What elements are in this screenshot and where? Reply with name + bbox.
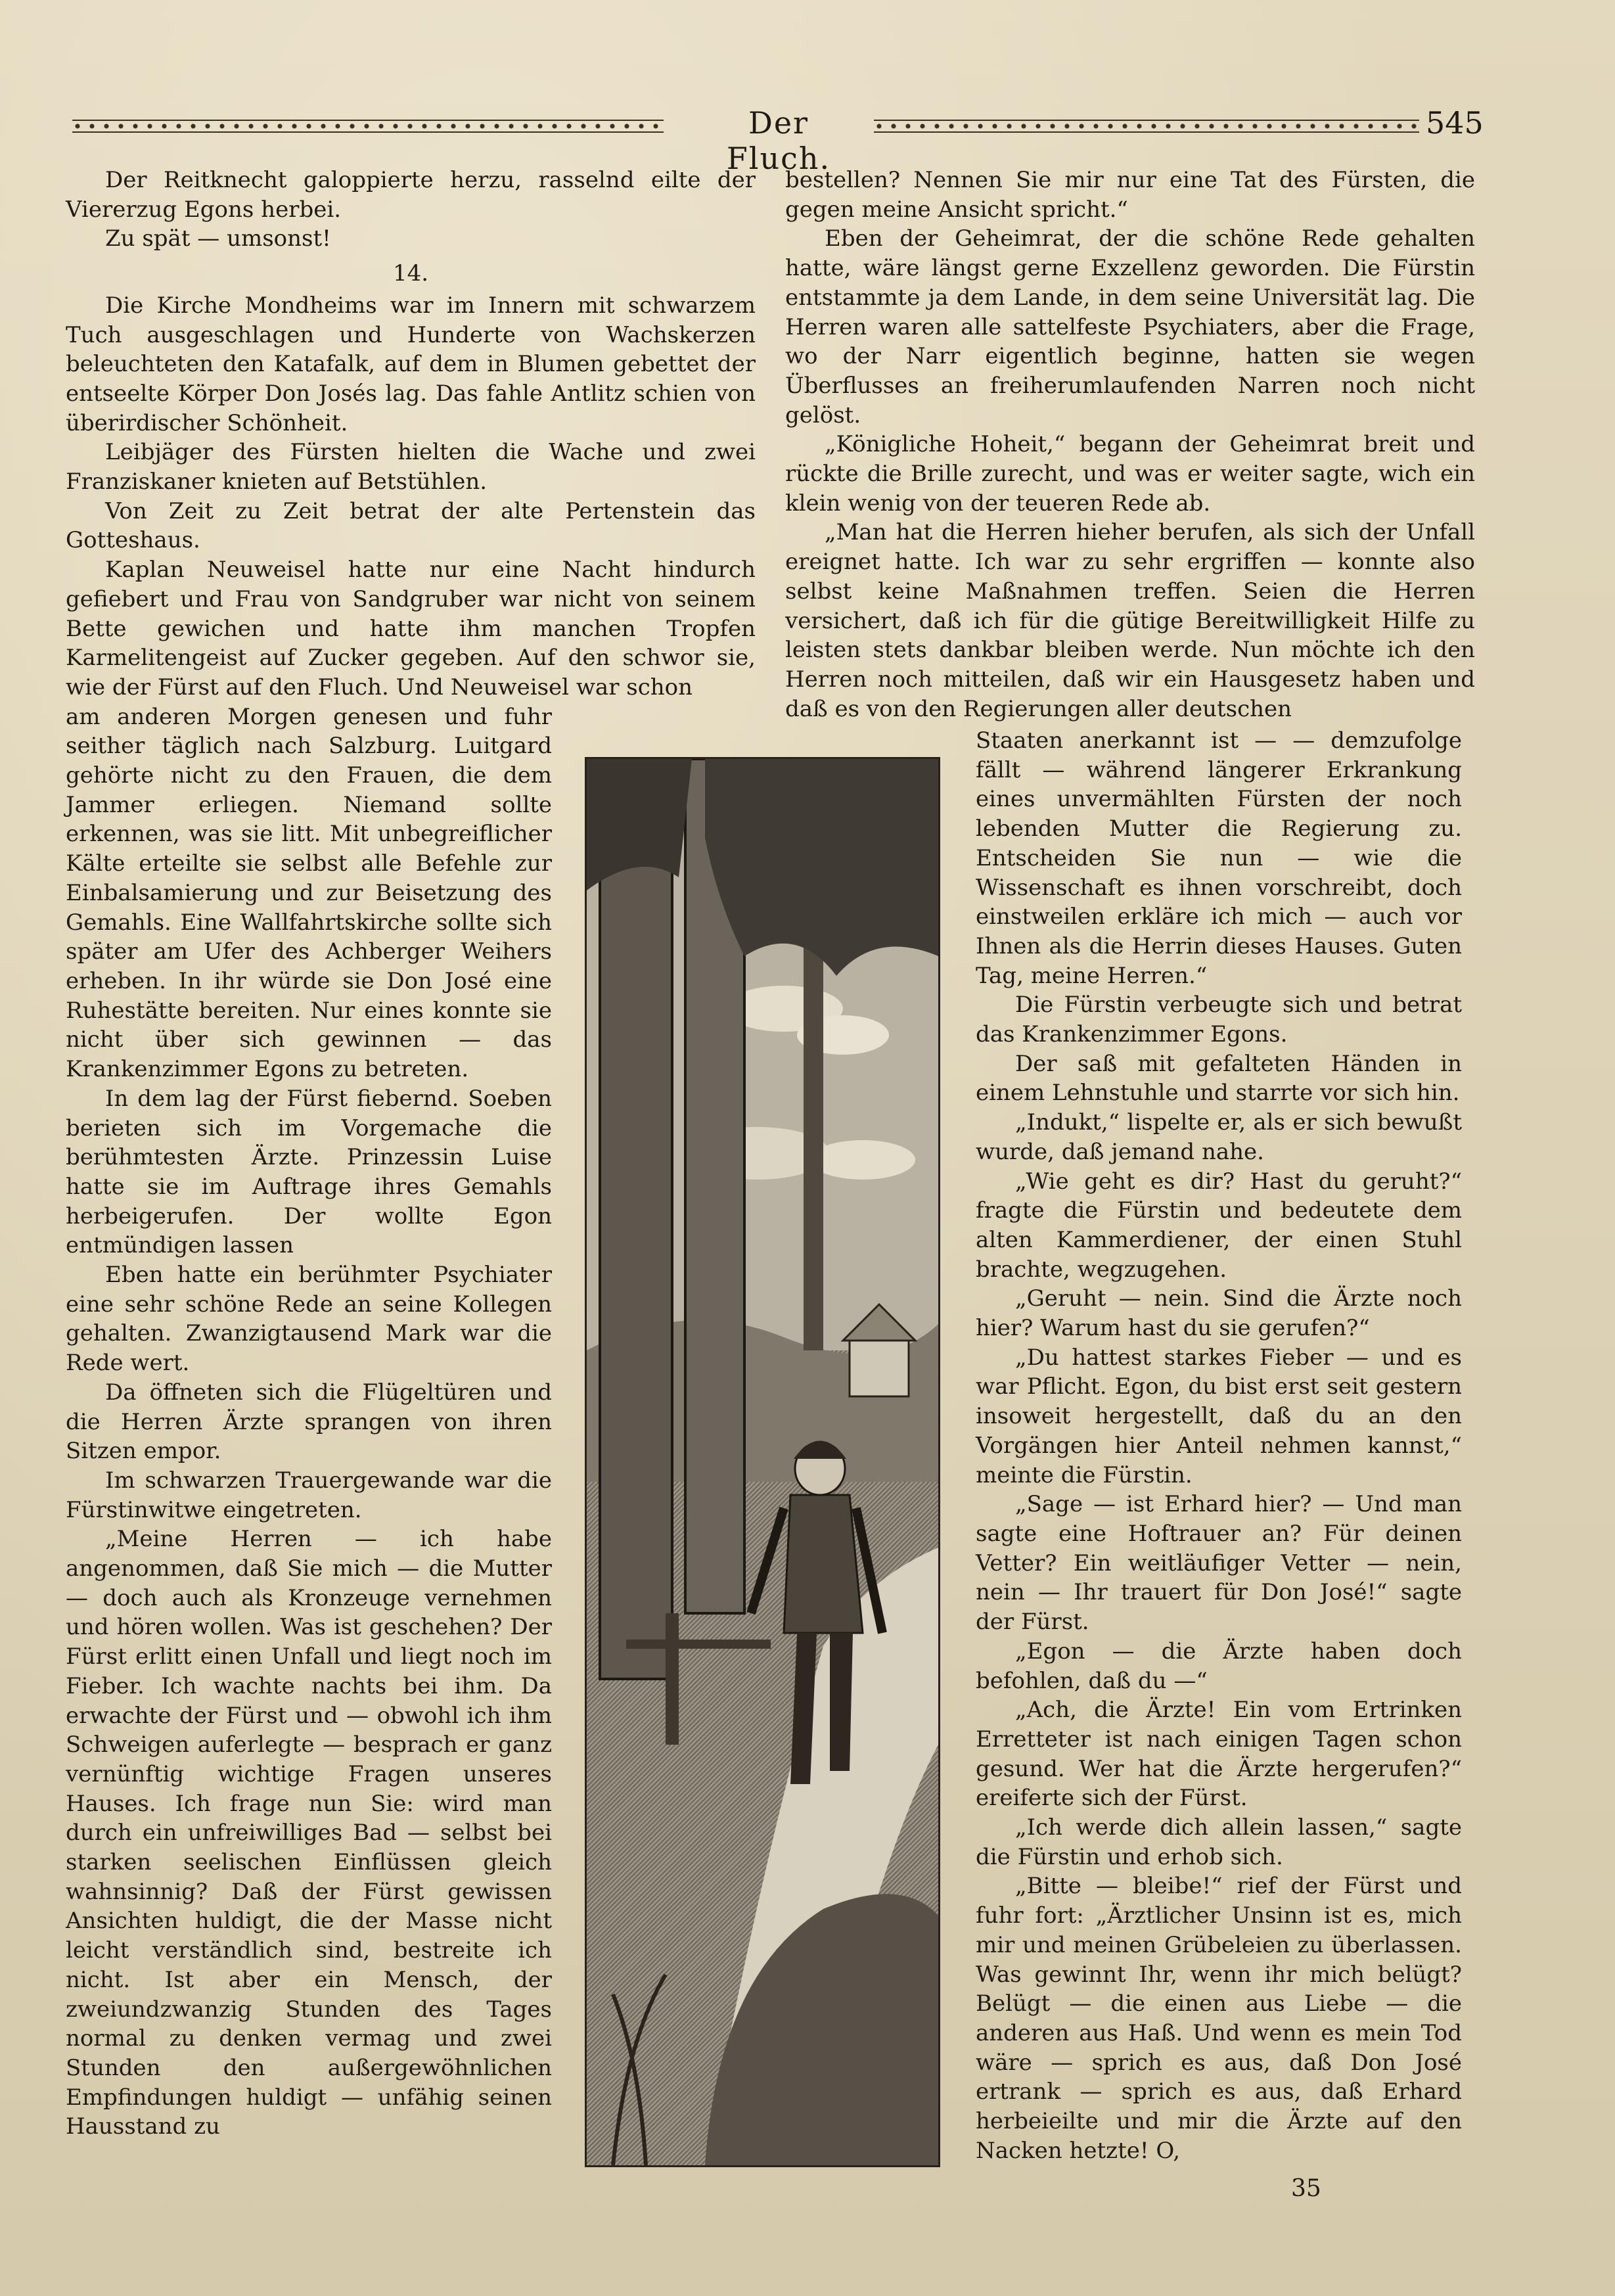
paragraph: Eben hatte ein berühmter Psychiater eine sehr schöne Rede an seine Kollegen gehalten. Zwanzigtausend Mark war die Rede wert.: [66, 1262, 552, 1377]
signature-mark: 35: [1291, 2175, 1321, 2202]
header-ornament-right: [874, 120, 1419, 133]
paragraph: Die Kirche Mondheims war im Innern mit schwarzem Tuch ausgeschlagen und Hunderte von Wachskerzen beleuchteten den Katafalk, auf dem in Blumen gebettet der entseelte Körper Don Josés lag. Das fahle Antlitz schien von überirdischer Schönheit.: [66, 292, 756, 436]
header-ornament-left: [72, 120, 664, 133]
paragraph: „Königliche Hoheit,“ begann der Geheimrat breit und rückte die Brille zurecht, und was er weiter sagte, wich ein klein wenig von der teueren Rede ab.: [785, 431, 1475, 517]
paragraph: „Geruht — nein. Sind die Ärzte noch hier? Warum hast du sie gerufen?“: [976, 1285, 1462, 1342]
paragraph: „Man hat die Herren hieher berufen, als sich der Unfall ereignet hatte. Ich war zu sehr ergriffen — konnte also selbst keine Maßnahmen treffen. Seien die Herren versichert, daß ich für die gütige Bereitwilligkeit Hilfe zu leisten stets dankbar bleiben werde. Nun möchte ich den Herren noch mitteilen, daß wir ein Hausgesetz haben und daß es von den Regierungen aller deutschen: [785, 519, 1475, 722]
paragraph: „Bitte — bleibe!“ rief der Fürst und fuhr fort: „Ärztlicher Unsinn ist es, mich mir und meinen Grübeleien zu überlassen. Was gewinnt Ihr, wenn ihr mich belügt? Belügt — die einen aus Liebe — die anderen aus Haß. Und wenn es mein Tod wäre — sprich es aus, daß Don José ertrank — sprich es aus, daß Erhard herbeieilte und mir die Ärzte auf den Nacken hetzte! O,: [976, 1873, 1462, 2164]
running-title: Der Fluch.: [726, 105, 831, 176]
paragraph: Eben der Geheimrat, der die schöne Rede gehalten hatte, wäre längst gerne Exzellenz geworden. Die Fürstin entstammte ja dem Lande, in dem seine Universität lag. Die Herren waren alle sattelfeste Psychiaters, aber die Frage, wo der Narr eigentlich beginne, hatten sie wegen Überflusses an freiherumlaufenden Narren noch nicht gelöst.: [785, 225, 1475, 428]
paragraph: In dem lag der Fürst fiebernd. Soeben berieten sich im Vorgemache die berühmtesten Ärzte. Prinzessin Luise hatte sie im Auftrage ihres Gemahls herbeigerufen. Der wollte Egon entmündigen lassen: [66, 1085, 552, 1259]
paragraph: Von Zeit zu Zeit betrat der alte Pertenstein das Gotteshaus.: [66, 497, 756, 554]
left-narrow-block: [66, 702, 552, 2142]
paragraph: Da öffneten sich die Flügeltüren und die Herren Ärzte sprangen von ihren Sitzen empor.: [66, 1379, 552, 1465]
running-header: [66, 105, 1484, 176]
engraving-illustration: [585, 757, 940, 2167]
paragraph: Der saß mit gefalteten Händen in einem Lehnstuhle und starrte vor sich hin.: [976, 1050, 1462, 1107]
paragraph: Staaten anerkannt ist — — demzufolge fällt — während längerer Erkrankung eines unvermählten Fürsten der noch lebenden Mutter die Regierung zu. Entscheiden Sie nun — wie die Wissenschaft es ihnen vorschreibt, doch einstweilen erkläre ich mich — auch vor Ihnen als die Herrin dieses Hauses. Guten Tag, meine Herren.“: [976, 727, 1462, 989]
paragraph: Im schwarzen Trauergewande war die Fürstinwitwe eingetreten.: [66, 1467, 552, 1523]
paragraph: bestellen? Nennen Sie mir nur eine Tat des Fürsten, die gegen meine Ansicht spricht.“: [785, 167, 1475, 223]
paragraph: „Meine Herren — ich habe angenommen, daß Sie mich — die Mutter — doch auch als Kronzeuge vernehmen und hören wollen. Was ist geschehen? Der Fürst erlitt einen Unfall und liegt noch im Fieber. Ich wachte nachts bei ihm. Da erwachte der Fürst und — obwohl ich ihm Schweigen auferlegte — besprach er ganz vernünftig wichtige Fragen unseres Hauses. Ich frage nun Sie: wird man durch ein unfreiwilliges Bad — selbst bei starken seelischen Einflüssen gleich wahnsinnig? Daß der Fürst gewissen Ansichten huldigt, die der Masse nicht leicht verständlich sind, bestreite ich nicht. Ist aber ein Mensch, der zweiundzwanzig Stunden des Tages normal zu denken vermag und zwei Stunden den außergewöhnlichen Empfindungen huldigt — unfähig seinen Hausstand zu: [66, 1526, 552, 2140]
paragraph: Kaplan Neuweisel hatte nur eine Nacht hindurch gefiebert und Frau von Sandgruber war nicht von seinem Bette gewichen und hatte ihm manchen Tropfen Karmelitengeist auf Zucker gegeben. Auf den schwor sie, wie der Fürst auf den Fluch. Und Neuweisel war schon: [66, 557, 756, 700]
paragraph: „Ach, die Ärzte! Ein vom Ertrinken Erretteter ist nach einigen Tagen schon gesund. Wer hat die Ärzte hergerufen?“ ereiferte sich der Fürst.: [976, 1697, 1462, 1812]
right-column-narrow: [976, 726, 1462, 2165]
paragraph: „Sage — ist Erhard hier? — Und man sagte eine Hoftrauer an? Für deinen Vetter? Ein weitläufiger Vetter — nein, nein — Ihr trauert für Don José!“ sagte der Fürst.: [976, 1491, 1462, 1636]
paragraph: Leibjäger des Fürsten hielten die Wache und zwei Franziskaner knieten auf Betstühlen.: [66, 439, 756, 495]
paragraph: „Indukt,“ lispelte er, als er sich bewußt wurde, daß jemand nahe.: [976, 1109, 1462, 1165]
paragraph: „Du hattest starkes Fieber — und es war Pflicht. Egon, du bist erst seit gestern insoweit hergestellt, daß du an den Vorgängen hier Anteil nehmen kannst,“ meinte die Fürstin.: [976, 1344, 1462, 1488]
paragraph: Zu spät — umsonst!: [105, 225, 331, 252]
paragraph: am anderen Morgen genesen und fuhr seither täglich nach Salzburg. Luitgard gehörte nicht zu den Frauen, die dem Jammer erliegen. Niemand sollte erkennen, was sie litt. Mit unbegreiflicher Kälte erteilte sie selbst alle Befehle zur Einbalsamierung und zur Beisetzung des Gemahls. Eine Wallfahrtskirche sollte sich später am Ufer des Achberger Weihers erheben. In ihr würde sie Don José eine Ruhestätte bereiten. Nur eines konnte sie nicht über sich gewinnen — das Krankenzimmer Egons zu betreten.: [66, 703, 552, 1083]
paragraph: „Egon — die Ärzte haben doch befohlen, daß du —“: [976, 1638, 1462, 1694]
right-column-top: [785, 166, 1475, 723]
section-number: 14.: [392, 260, 429, 287]
paragraph: „Wie geht es dir? Hast du geruht?“ fragte die Fürstin und bedeutete dem alten Kammerdiener, der einen Stuhl brachte, wegzugehen.: [976, 1168, 1462, 1283]
forest-path-engraving: [587, 759, 938, 2165]
page-number: 545: [1426, 105, 1484, 141]
paragraph: „Ich werde dich allein lassen,“ sagte die Fürstin und erhob sich.: [976, 1814, 1462, 1870]
paragraph: Der Reitknecht galoppierte herzu, rasselnd eilte der Viererzug Egons herbei.: [66, 167, 756, 223]
paragraph: Die Fürstin verbeugte sich und betrat das Krankenzimmer Egons.: [976, 992, 1462, 1048]
